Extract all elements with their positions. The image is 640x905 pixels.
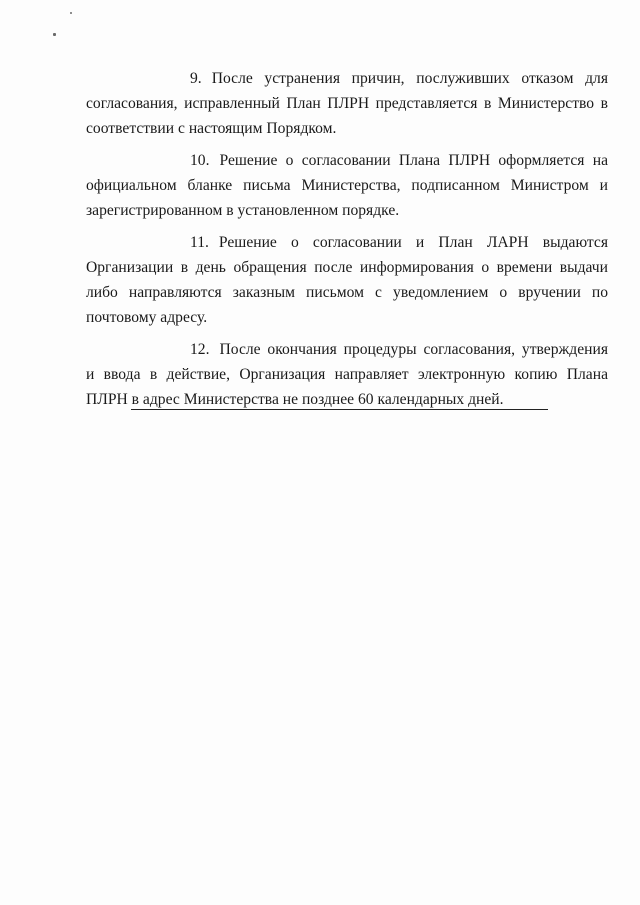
paragraph-text: После устранения причин, послуживших отказом для согласования, исправленный План ПЛРН представляется в Министерство в соответствии с настоящим Порядком.	[86, 70, 608, 137]
paragraph-text: Решение о согласовании Плана ПЛРН оформляется на официальном бланке письма Министерства, подписанном Министром и зарегистрированном в установленном порядке.	[86, 152, 608, 219]
scan-speck	[53, 33, 56, 36]
document-body	[86, 66, 608, 419]
paragraph-9	[86, 66, 608, 141]
paragraph-text: После окончания процедуры согласования, утверждения и ввода в действие, Организация направляет электронную копию Плана ПЛРН в адрес Министерства не позднее 60 календарных дней.	[86, 341, 608, 408]
scan-speck	[70, 12, 72, 14]
paragraph-11	[86, 230, 608, 330]
paragraph-12	[86, 337, 608, 412]
paragraph-number: 10.	[190, 152, 210, 169]
paragraph-text: Решение о согласовании и План ЛАРН выдаются Организации в день обращения после информирования о времени выдачи либо направляются заказным письмом с уведомлением о вручении по почтовому адресу.	[86, 234, 608, 326]
paragraph-10	[86, 148, 608, 223]
paragraph-number: 11.	[190, 234, 209, 251]
end-of-document-rule	[131, 409, 548, 410]
paragraph-number: 9.	[190, 70, 202, 87]
paragraph-number: 12.	[190, 341, 210, 358]
